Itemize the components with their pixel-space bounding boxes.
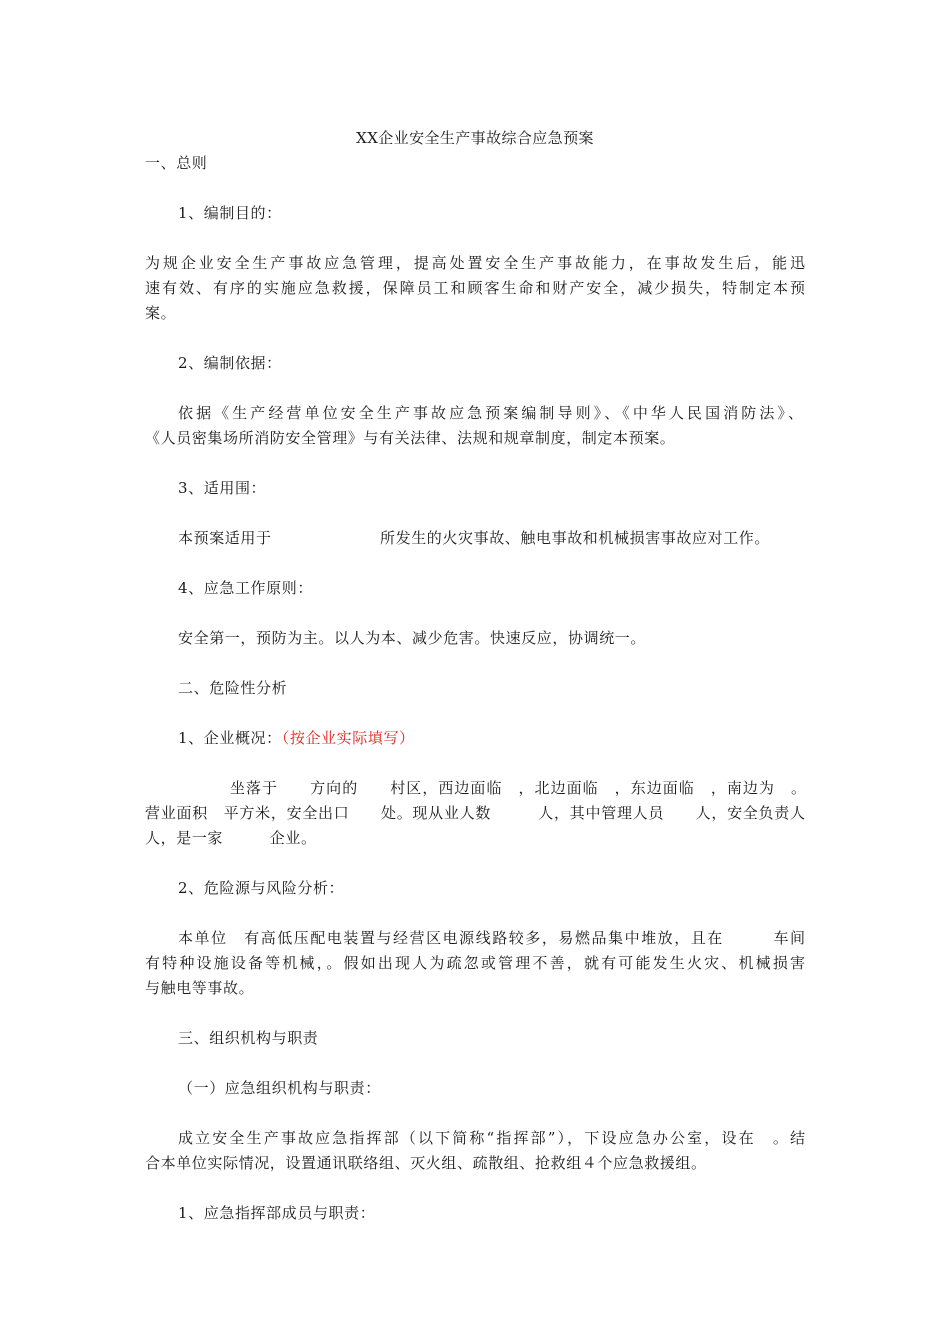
paragraph-overview-line-2: 营业面积 平方米，安全出口 处。现从业人数 人，其中管理人员 人，安全负责人 <box>145 804 805 822</box>
section-heading-general: 一、总则 <box>145 154 208 172</box>
paragraph-overview-line-3: 人，是一家 企业。 <box>145 829 317 847</box>
paragraph-purpose-line-1: 为规企业安全生产事故应急管理，提高处置安全生产事故能力，在事故发生后，能迅 <box>145 254 805 272</box>
paragraph-overview-line-1: 坐落于 方向的 村区，西边面临 ，北边面临 ，东边面临 ，南边为 。 <box>230 779 806 797</box>
paragraph-org-line-1: 成立安全生产事故应急指挥部（以下简称“指挥部”），下设应急办公室，设在 。结 <box>178 1129 805 1147</box>
heading-overview-label: 1、企业概况： <box>178 729 282 747</box>
paragraph-risk-line-3: 与触电等事故。 <box>145 979 255 997</box>
heading-command-members: 1、应急指挥部成员与职责： <box>178 1204 376 1222</box>
heading-scope: 3、适用围： <box>178 479 267 497</box>
paragraph-purpose-line-3: 案。 <box>145 304 177 322</box>
paragraph-purpose-line-2: 速有效、有序的实施应急救援，保障员工和顾客生命和财产安全，减少损失，特制定本预 <box>145 279 805 297</box>
paragraph-scope-end: 所发生的火灾事故、触电事故和机械损害事故应对工作。 <box>380 529 771 547</box>
heading-emergency-organization: （一）应急组织机构与职责： <box>178 1079 381 1097</box>
paragraph-scope-start: 本预案适用于 <box>178 529 272 547</box>
section-heading-organization: 三、组织机构与职责 <box>178 1029 319 1047</box>
paragraph-basis-line-1: 依据《生产经营单位安全生产事故应急预案编制导则》、《中华人民国消防法》、 <box>178 404 803 422</box>
document-title: XX企业安全生产事故综合应急预案 <box>356 129 594 147</box>
paragraph-basis-line-2: 《人员密集场所消防安全管理》与有关法律、法规和规章制度，制定本预案。 <box>145 429 676 447</box>
section-heading-risk: 二、危险性分析 <box>178 679 288 697</box>
fill-in-note: （按企业实际填写） <box>281 729 415 747</box>
heading-overview <box>178 728 415 748</box>
heading-principle: 4、应急工作原则： <box>178 579 313 597</box>
heading-hazard-analysis: 2、危险源与风险分析： <box>178 879 345 897</box>
paragraph-risk-line-1: 本单位 有高低压配电装置与经营区电源线路较多，易燃品集中堆放，且在 车间 <box>178 929 805 947</box>
paragraph-org-line-2: 合本单位实际情况，设置通讯联络组、灭火组、疏散组、抢救组４个应急救援组。 <box>145 1154 707 1172</box>
heading-basis: 2、编制依据： <box>178 354 282 372</box>
heading-purpose: 1、编制目的： <box>178 204 282 222</box>
paragraph-risk-line-2: 有特种设施设备等机械，。假如出现人为疏忽或管理不善，就有可能发生火灾、机械损害 <box>145 954 805 972</box>
paragraph-principle: 安全第一，预防为主。以人为本、减少危害。快速反应，协调统一。 <box>178 629 647 647</box>
